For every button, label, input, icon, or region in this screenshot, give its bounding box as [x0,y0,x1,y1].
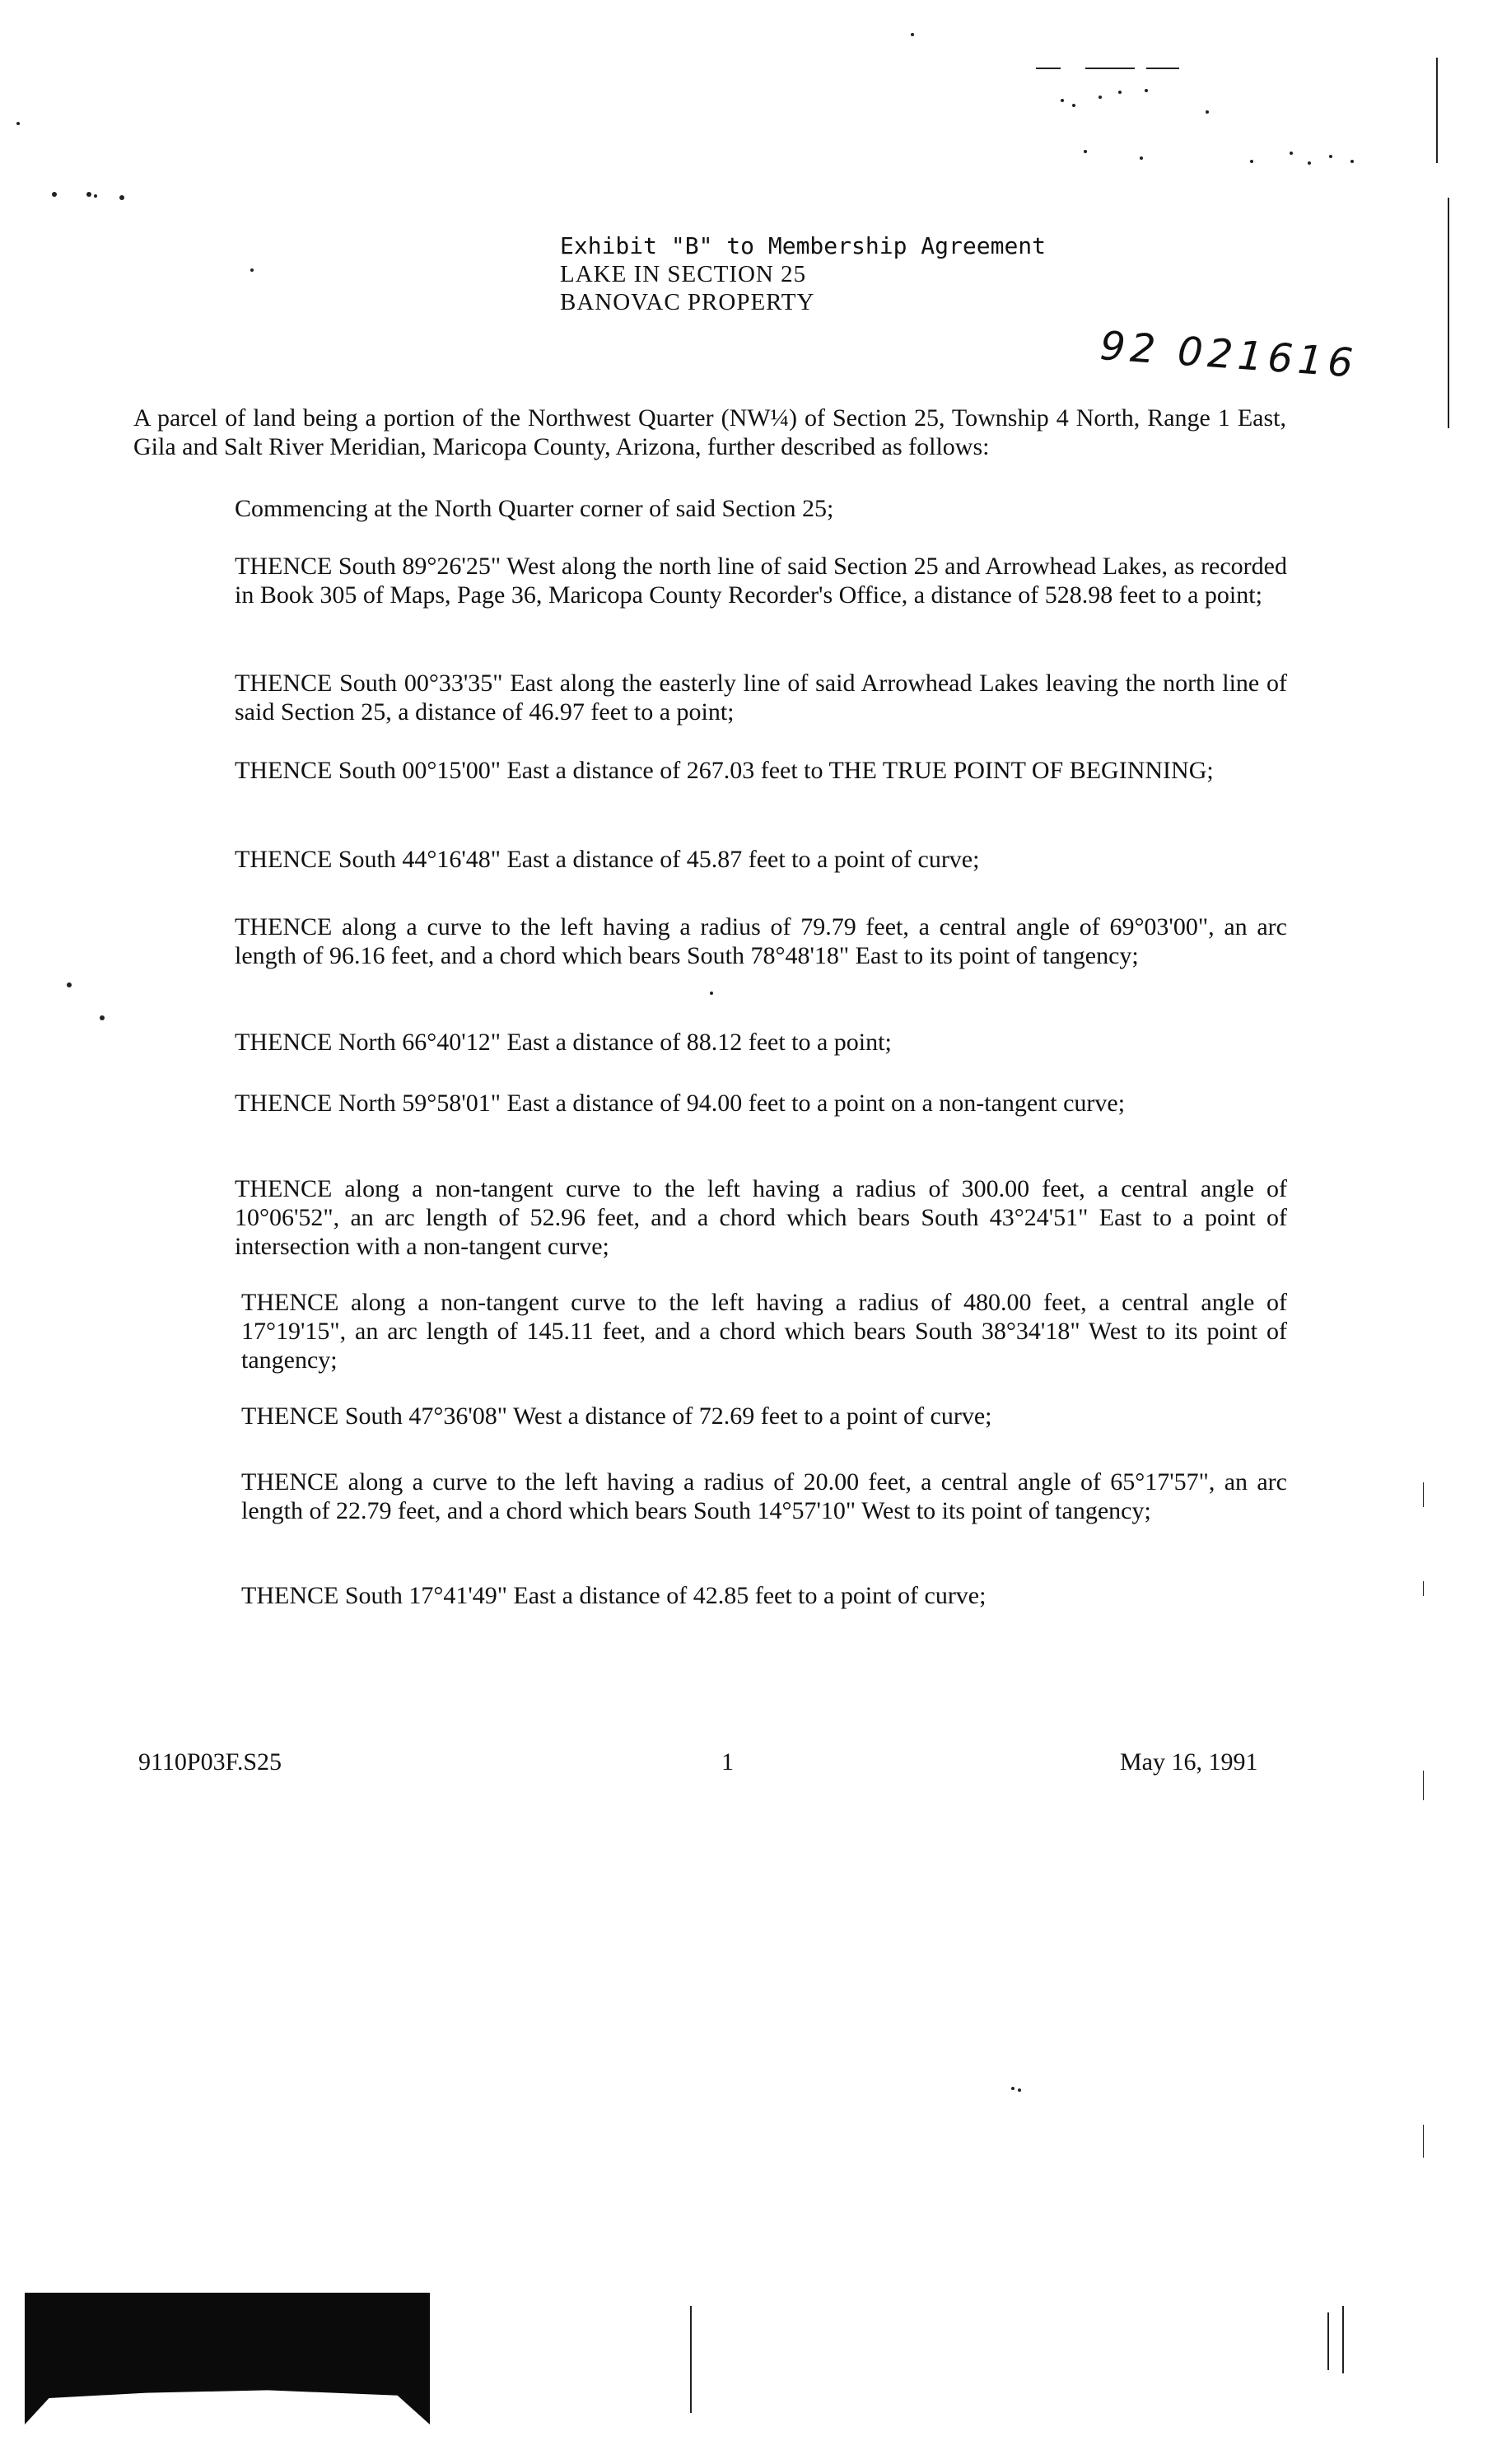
property-name: BANOVAC PROPERTY [560,289,815,315]
scan-edge-line [690,2306,692,2413]
call-paragraph: THENCE along a curve to the left having a radius of 79.79 feet, a central angle of 69°03'00", an arc length of 96.16 feet, and a chord which bears South 78°48'18" East to its point of tangency; [235,913,1287,969]
footer-file-code: 9110P03F.S25 [138,1748,282,1776]
call-paragraph: THENCE South 44°16'48" East a distance of 45.87 feet to a point of curve; [235,846,980,873]
call-paragraph: THENCE along a non-tangent curve to the left having a radius of 300.00 feet, a central angle of 10°06'52", an arc length of 52.96 feet, and a chord which bears South 43°24'51" East to a point of intersection with a non-tangent curve; [235,1175,1287,1260]
call-paragraph: THENCE South 17°41'49" East a distance of 42.85 feet to a point of curve; [241,1582,987,1609]
scan-edge-line [1423,1482,1424,1507]
call-paragraph: THENCE South 89°26'25" West along the north line of said Section 25 and Arrowhead Lakes, as recorded in Book 305 of Maps, Page 36, Maricopa County Recorder's Office, a distance of 528.98 feet to a point; [235,553,1287,609]
scan-edge-line [1423,2125,1424,2158]
scan-edge-line [1423,1771,1424,1800]
scan-edge-line [1327,2312,1329,2370]
scan-edge-line [1436,58,1438,163]
call-paragraph: THENCE South 47°36'08" West a distance of 72.69 feet to a point of curve; [241,1402,992,1430]
call-paragraph: THENCE South 00°15'00" East a distance of 267.03 feet to THE TRUE POINT OF BEGINNING; [235,757,1214,784]
call-paragraph: THENCE North 66°40'12" East a distance of 88.12 feet to a point; [235,1029,892,1056]
handwritten-recording-number: 92 021616 [1099,323,1360,387]
call-paragraph: Commencing at the North Quarter corner of said Section 25; [235,495,834,522]
scan-edge-line [1448,198,1449,428]
footer-date: May 16, 1991 [1120,1748,1258,1776]
call-paragraph: THENCE along a curve to the left having a radius of 20.00 feet, a central angle of 65°17'57", an arc length of 22.79 feet, and a chord which bears South 14°57'10" West to its point of tangency; [241,1468,1287,1524]
exhibit-title: Exhibit "B" to Membership Agreement [560,232,1047,259]
scan-edge-line [1423,1581,1424,1596]
call-paragraph: THENCE along a non-tangent curve to the left having a radius of 480.00 feet, a central angle of 17°19'15", an arc length of 145.11 feet, and a chord which bears South 38°34'18" West to its point of tangency; [241,1289,1287,1374]
document-header [560,232,1046,316]
exhibit-subtitle: LAKE IN SECTION 25 [560,261,807,287]
footer-page-number: 1 [721,1748,734,1776]
intro-paragraph: A parcel of land being a portion of the Northwest Quarter (NW¼) of Section 25, Township 4 North, Range 1 East, Gila and Salt River Meridian, Maricopa County, Arizona, further described as follows: [133,404,1286,460]
call-paragraph: THENCE South 00°33'35" East along the easterly line of said Arrowhead Lakes leaving the north line of said Section 25, a distance of 46.97 feet to a point; [235,670,1287,726]
scan-edge-line [1342,2306,1344,2373]
call-paragraph: THENCE North 59°58'01" East a distance of 94.00 feet to a point on a non-tangent curve; [235,1090,1126,1117]
